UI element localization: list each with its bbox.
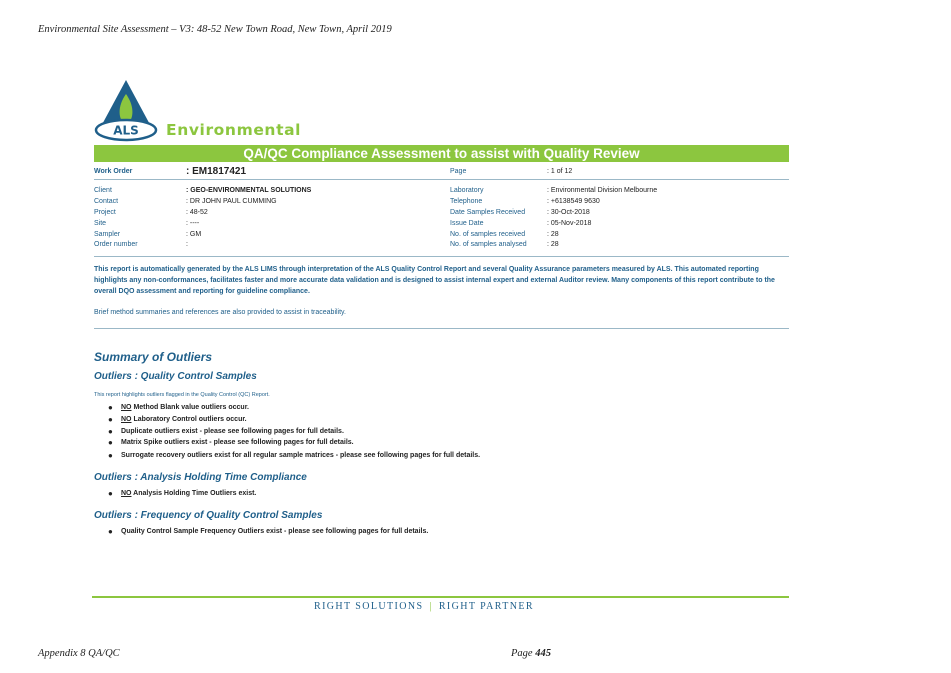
work-order-value: : EM1817421: [186, 166, 247, 177]
work-order-label: Work Order: [94, 168, 133, 175]
list-item: ● Quality Control Sample Frequency Outliers exist - please see following pages for full details.: [108, 527, 429, 536]
date-received-value: : 30-Oct-2018: [547, 209, 590, 216]
sampler-label: Sampler: [94, 231, 121, 238]
divider: [94, 328, 789, 329]
method-note: Brief method summaries and references are also provided to assist in traceability.: [94, 309, 346, 316]
list-item: ● NO Laboratory Control outliers occur.: [108, 415, 247, 424]
als-logo-icon: [94, 78, 158, 142]
page-label: Page: [450, 168, 467, 175]
telephone-label: Telephone: [450, 198, 483, 205]
list-item: ● NO Analysis Holding Time Outliers exist.: [108, 489, 257, 498]
page-value: : 1 of 12: [547, 168, 573, 175]
list-item: ● Surrogate recovery outliers exist for all regular sample matrices - please see following pages for full details.: [108, 451, 481, 460]
issue-date-value: : 05-Nov-2018: [547, 220, 592, 227]
issue-date-label: Issue Date: [450, 220, 484, 227]
logo-wordmark: Environmental: [166, 121, 302, 139]
frequency-section-title: Outliers : Frequency of Quality Control Samples: [94, 510, 323, 521]
divider: [94, 256, 789, 257]
contact-label: Contact: [94, 198, 119, 205]
samples-analysed-value: : 28: [547, 241, 559, 248]
samples-analysed-label: No. of samples analysed: [450, 241, 527, 248]
list-item: ● NO Method Blank value outliers occur.: [108, 403, 249, 412]
client-value: : GEO-ENVIRONMENTAL SOLUTIONS: [186, 187, 312, 194]
order-number-label: Order number: [94, 241, 138, 248]
contact-value: : DR JOHN PAUL CUMMING: [186, 198, 277, 205]
laboratory-value: : Environmental Division Melbourne: [547, 187, 658, 194]
holding-section-title: Outliers : Analysis Holding Time Compliance: [94, 472, 307, 483]
telephone-value: : +6138549 9630: [547, 198, 600, 205]
laboratory-label: Laboratory: [450, 187, 484, 194]
samples-received-label: No. of samples received: [450, 231, 526, 238]
order-number-value: :: [186, 241, 188, 248]
qc-intro: This report highlights outliers flagged in the Quality Control (QC) Report.: [94, 392, 270, 398]
samples-received-value: : 28: [547, 231, 559, 238]
divider: [94, 179, 789, 180]
document-header-note: Environmental Site Assessment – V3: 48-52 New Town Road, New Town, April 2019: [38, 24, 392, 35]
tagline: RIGHT SOLUTIONS | RIGHT PARTNER: [314, 601, 534, 612]
qc-section-title: Outliers : Quality Control Samples: [94, 371, 257, 382]
footer-rule: [92, 596, 789, 598]
project-label: Project: [94, 209, 116, 216]
site-value: : ----: [186, 220, 200, 227]
logo-badge-text: ALS: [113, 123, 139, 138]
appendix-label: Appendix 8 QA/QC: [38, 648, 120, 659]
summary-title: Summary of Outliers: [94, 350, 213, 364]
page-number: Page 445: [511, 648, 551, 659]
client-label: Client: [94, 187, 112, 194]
list-item: ● Duplicate outliers exist - please see following pages for full details.: [108, 427, 344, 436]
date-received-label: Date Samples Received: [450, 209, 526, 216]
report-banner: QA/QC Compliance Assessment to assist with Quality Review: [94, 145, 789, 162]
intro-paragraph: This report is automatically generated by the ALS LIMS through interpretation of the ALS Quality Control Report and several Quality Assurance parameters measured by ALS. This automated reporting highlights any non-conformances, facilitates faster and more accurate data validation and is designed to assist internal expert and external Auditor review. Many components of this report contribute to the overall DQO assessment and reporting for guideline compliance.: [94, 266, 775, 295]
project-value: : 48-52: [186, 209, 208, 216]
list-item: ● Matrix Spike outliers exist - please see following pages for full details.: [108, 438, 354, 447]
site-label: Site: [94, 220, 107, 227]
sampler-value: : GM: [186, 231, 202, 238]
